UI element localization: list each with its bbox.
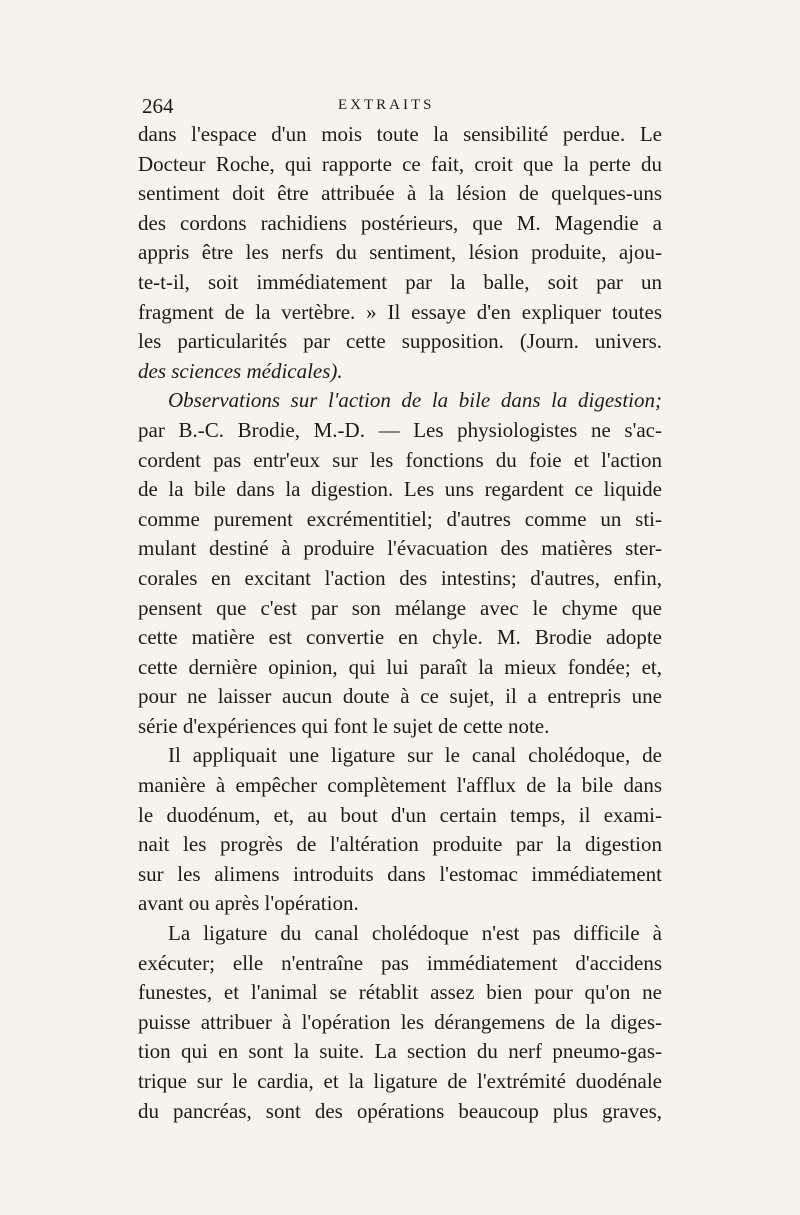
text-line: cordent pas entr'eux sur les fonctions du foie et l'action [138,447,662,472]
text-line: série d'expériences qui font le sujet de cette note. [138,713,550,738]
running-head: EXTRAITS [338,97,435,113]
text-line: funestes, et l'animal se rétablit assez bien pour qu'on ne [138,980,662,1005]
text-line: sur les alimens introduits dans l'estomac immédiatement [138,861,662,886]
text-line: nait les progrès de l'altération produite par la digestion [138,832,662,857]
text-line: comme purement excrémentitiel; d'autres comme un sti- [138,506,662,531]
text-line: exécuter; elle n'entraîne pas immédiatement d'accidens [138,950,662,975]
text-line: du pancréas, sont des opérations beaucoup plus graves, [138,1098,662,1123]
text-line: Il appliquait une ligature sur le canal cholédoque, de [168,743,662,768]
text-line: puisse attribuer à l'opération les dérangemens de la diges- [138,1009,662,1034]
text-line: La ligature du canal cholédoque n'est pas difficile à [168,921,662,946]
text-line: Docteur Roche, qui rapporte ce fait, croit que la perte du [138,151,662,176]
page-header [138,94,660,120]
text-line: mulant destiné à produire l'évacuation des matières ster- [138,536,662,561]
text-line: manière à empêcher complètement l'afflux de la bile dans [138,773,662,798]
text-line: fragment de la vertèbre. » Il essaye d'en expliquer toutes [138,299,662,324]
text-line: tion qui en sont la suite. La section du nerf pneumo-gas- [138,1039,662,1064]
text-line: le duodénum, et, au bout d'un certain temps, il exami- [138,802,662,827]
text-line: des cordons rachidiens postérieurs, que M. Magendie a [138,210,662,235]
text-line: sentiment doit être attribuée à la lésion de quelques-uns [138,181,662,206]
text-line: te-t-il, soit immédiatement par la balle, soit par un [138,269,662,294]
text-line: avant ou après l'opération. [138,891,359,916]
text-line: corales en excitant l'action des intestins; d'autres, enfin, [138,565,662,590]
text-line: les particularités par cette supposition. (Journ. univers. [138,329,662,354]
text-line: trique sur le cardia, et la ligature de l'extrémité duodénale [138,1069,662,1093]
text-line: des sciences médicales). [138,358,343,383]
text-line: cette matière est convertie en chyle. M. Brodie adopte [138,625,662,650]
text-line: pensent que c'est par son mélange avec le chyme que [138,595,662,620]
page-number: 264 [142,94,174,118]
body-text [138,120,662,1126]
article-title-line: Observations sur l'action de la bile dans la digestion; [168,388,662,413]
text-line: pour ne laisser aucun doute à ce sujet, il a entrepris une [138,684,662,709]
text-line: par B.-C. Brodie, M.-D. — Les physiologistes ne s'ac- [138,417,662,442]
text-line: cette dernière opinion, qui lui paraît la mieux fondée; et, [138,654,662,679]
text-line: de la bile dans la digestion. Les uns regardent ce liquide [138,477,662,502]
text-line: dans l'espace d'un mois toute la sensibilité perdue. Le [138,122,662,146]
text-line: appris être les nerfs du sentiment, lésion produite, ajou- [138,240,662,265]
